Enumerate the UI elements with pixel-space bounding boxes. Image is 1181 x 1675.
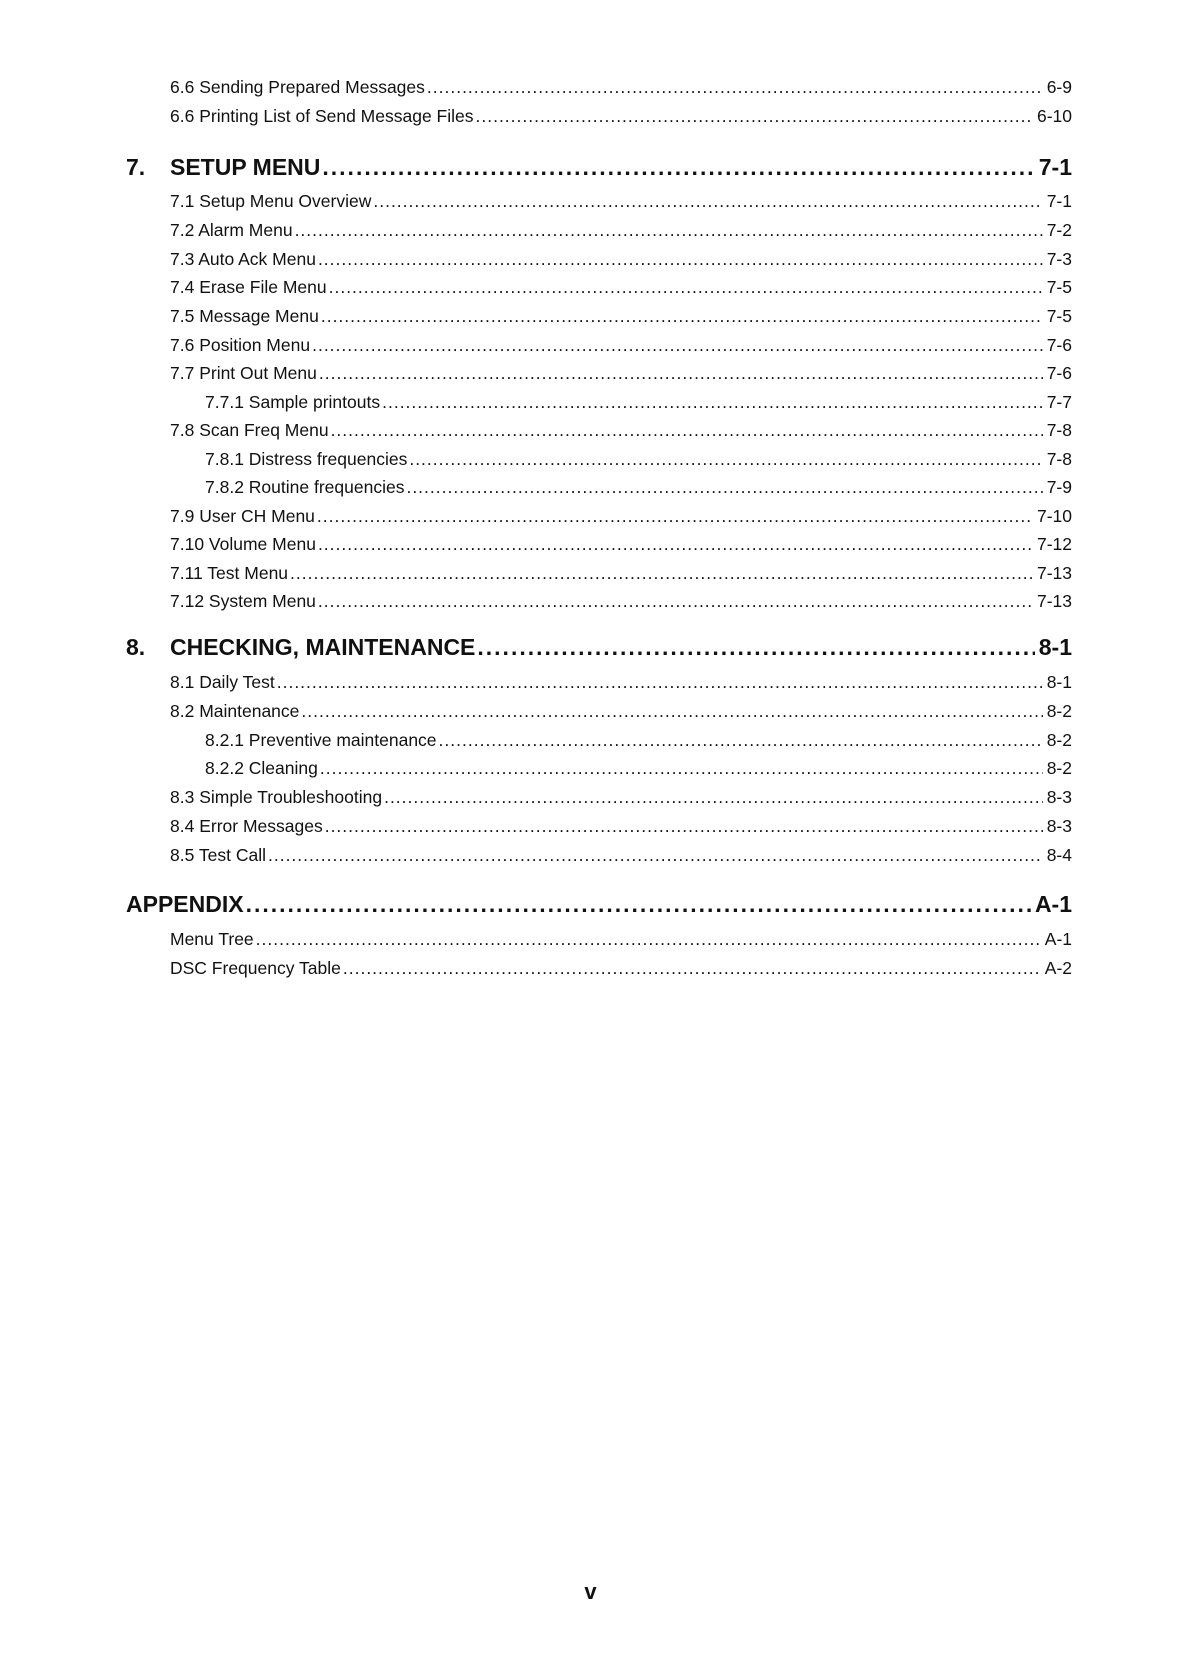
dot-leader (409, 449, 1042, 470)
chapter-page: 7-1 (1038, 154, 1072, 180)
dot-leader (290, 563, 1033, 584)
toc-entry[interactable] (170, 929, 1072, 950)
toc-entry[interactable] (170, 845, 1072, 866)
toc-entry-page: 7-2 (1046, 220, 1072, 240)
toc-entry[interactable] (170, 191, 1072, 212)
toc-entry-label: 7.8.1 Distress frequencies (205, 449, 408, 469)
dot-leader (317, 506, 1033, 527)
toc-entry-page: 8-1 (1046, 672, 1072, 692)
dot-leader (318, 534, 1033, 555)
dot-leader (318, 591, 1033, 612)
toc-entry-page: 7-5 (1046, 306, 1072, 326)
toc-entry-page: 7-7 (1046, 392, 1072, 412)
toc-entry-page: 7-9 (1046, 477, 1072, 497)
toc-entry-label: 7.11 Test Menu (170, 563, 289, 583)
toc-entry-label: 7.8.2 Routine frequencies (205, 477, 405, 497)
toc-entry-label: 7.1 Setup Menu Overview (170, 191, 372, 211)
toc-entry[interactable] (170, 249, 1072, 270)
toc-entry-page: 8-3 (1046, 816, 1072, 836)
toc-entry-page: 8-2 (1046, 701, 1072, 721)
toc-entry[interactable] (170, 701, 1072, 722)
dot-leader (321, 306, 1043, 327)
toc-entry-label: 7.7.1 Sample printouts (205, 392, 381, 412)
toc-entry-label: DSC Frequency Table (170, 958, 341, 978)
toc-entry-page: 7-12 (1036, 534, 1072, 554)
chapter-page: 8-1 (1038, 634, 1072, 660)
toc-subentry[interactable] (205, 477, 1072, 498)
toc-subentry[interactable] (205, 449, 1072, 470)
dot-leader (256, 929, 1041, 950)
dot-leader (477, 634, 1034, 661)
toc-entry[interactable] (170, 591, 1072, 612)
dot-leader (312, 335, 1043, 356)
toc-entry-label: 6.6 Sending Prepared Messages (170, 77, 425, 97)
dot-leader (343, 958, 1041, 979)
toc-entry-page: 7-13 (1036, 563, 1072, 583)
toc-entry-label: 7.8 Scan Freq Menu (170, 420, 329, 440)
toc-entry[interactable] (170, 958, 1072, 979)
dot-leader (439, 730, 1043, 751)
toc-entry-page: 7-13 (1036, 591, 1072, 611)
dot-leader (277, 672, 1043, 693)
toc-entry[interactable] (170, 106, 1072, 127)
page-number: v (584, 1579, 597, 1604)
dot-leader (295, 220, 1043, 241)
toc-entry-page: 7-6 (1046, 363, 1072, 383)
toc-entry-page: 7-10 (1036, 506, 1072, 526)
toc-chapter-heading[interactable] (170, 154, 1072, 181)
toc-entry[interactable] (170, 277, 1072, 298)
dot-leader (325, 816, 1043, 837)
toc-entry-page: A-2 (1044, 958, 1072, 978)
dot-leader (322, 154, 1034, 181)
toc-entry-label: 8.2.2 Cleaning (205, 758, 318, 778)
toc-entry-page: 8-2 (1046, 730, 1072, 750)
appendix-page: A-1 (1034, 891, 1072, 917)
toc-entry-label: 8.4 Error Messages (170, 816, 323, 836)
toc-entry[interactable] (170, 563, 1072, 584)
toc-entry-label: 8.1 Daily Test (170, 672, 275, 692)
toc-subentry[interactable] (205, 730, 1072, 751)
dot-leader (382, 392, 1043, 413)
chapter-number: 8. (126, 634, 146, 660)
toc-subentry[interactable] (205, 758, 1072, 779)
toc-entry-label: 7.5 Message Menu (170, 306, 319, 326)
toc-entry-label: 8.2.1 Preventive maintenance (205, 730, 437, 750)
chapter-title: SETUP MENU (170, 154, 321, 180)
toc-entry-page: 7-8 (1046, 449, 1072, 469)
toc-entry-label: 7.3 Auto Ack Menu (170, 249, 316, 269)
toc-entry[interactable] (170, 506, 1072, 527)
appendix-title: APPENDIX (126, 891, 244, 917)
dot-leader (384, 787, 1043, 808)
toc-entry-page: 7-3 (1046, 249, 1072, 269)
dot-leader (406, 477, 1042, 498)
toc-entry[interactable] (170, 420, 1072, 441)
toc-entry-label: 7.10 Volume Menu (170, 534, 316, 554)
toc-entry-page: 6-10 (1036, 106, 1072, 126)
dot-leader (246, 891, 1031, 918)
toc-entry-page: 6-9 (1046, 77, 1072, 97)
toc-appendix-heading[interactable] (126, 891, 1072, 918)
toc-entry[interactable] (170, 335, 1072, 356)
dot-leader (427, 77, 1043, 98)
toc-entry-page: 8-2 (1046, 758, 1072, 778)
toc-entry[interactable] (170, 534, 1072, 555)
toc-entry-page: 8-3 (1046, 787, 1072, 807)
toc-chapter-heading[interactable] (170, 634, 1072, 661)
toc-entry-page: 7-5 (1046, 277, 1072, 297)
dot-leader (319, 363, 1043, 384)
toc-entry-label: 8.5 Test Call (170, 845, 266, 865)
toc-entry[interactable] (170, 672, 1072, 693)
toc-entry-page: 7-8 (1046, 420, 1072, 440)
toc-subentry[interactable] (205, 392, 1072, 413)
dot-leader (320, 758, 1043, 779)
dot-leader (373, 191, 1042, 212)
toc-entry[interactable] (170, 363, 1072, 384)
toc-entry-label: 7.9 User CH Menu (170, 506, 315, 526)
toc-entry-page: 7-6 (1046, 335, 1072, 355)
toc-entry[interactable] (170, 816, 1072, 837)
toc-entry-label: 6.6 Printing List of Send Message Files (170, 106, 474, 126)
toc-entry-page: 7-1 (1046, 191, 1072, 211)
dot-leader (331, 420, 1043, 441)
toc-entry[interactable] (170, 77, 1072, 98)
chapter-title: CHECKING, MAINTENANCE (170, 634, 476, 660)
dot-leader (329, 277, 1043, 298)
toc-entry-label: 8.2 Maintenance (170, 701, 300, 721)
toc-entry-page: A-1 (1044, 929, 1072, 949)
toc-entry-label: Menu Tree (170, 929, 254, 949)
toc-entry[interactable] (170, 220, 1072, 241)
toc-entry-label: 7.6 Position Menu (170, 335, 311, 355)
toc-entry-label: 8.3 Simple Troubleshooting (170, 787, 383, 807)
chapter-number: 7. (126, 154, 146, 180)
dot-leader (318, 249, 1043, 270)
toc-entry-label: 7.4 Erase File Menu (170, 277, 327, 297)
dot-leader (301, 701, 1042, 722)
dot-leader (268, 845, 1043, 866)
dot-leader (476, 106, 1033, 127)
toc-entry[interactable] (170, 306, 1072, 327)
toc-entry[interactable] (170, 787, 1072, 808)
toc-entry-label: 7.7 Print Out Menu (170, 363, 317, 383)
toc-entry-label: 7.12 System Menu (170, 591, 316, 611)
toc-entry-label: 7.2 Alarm Menu (170, 220, 293, 240)
toc-entry-page: 8-4 (1046, 845, 1072, 865)
